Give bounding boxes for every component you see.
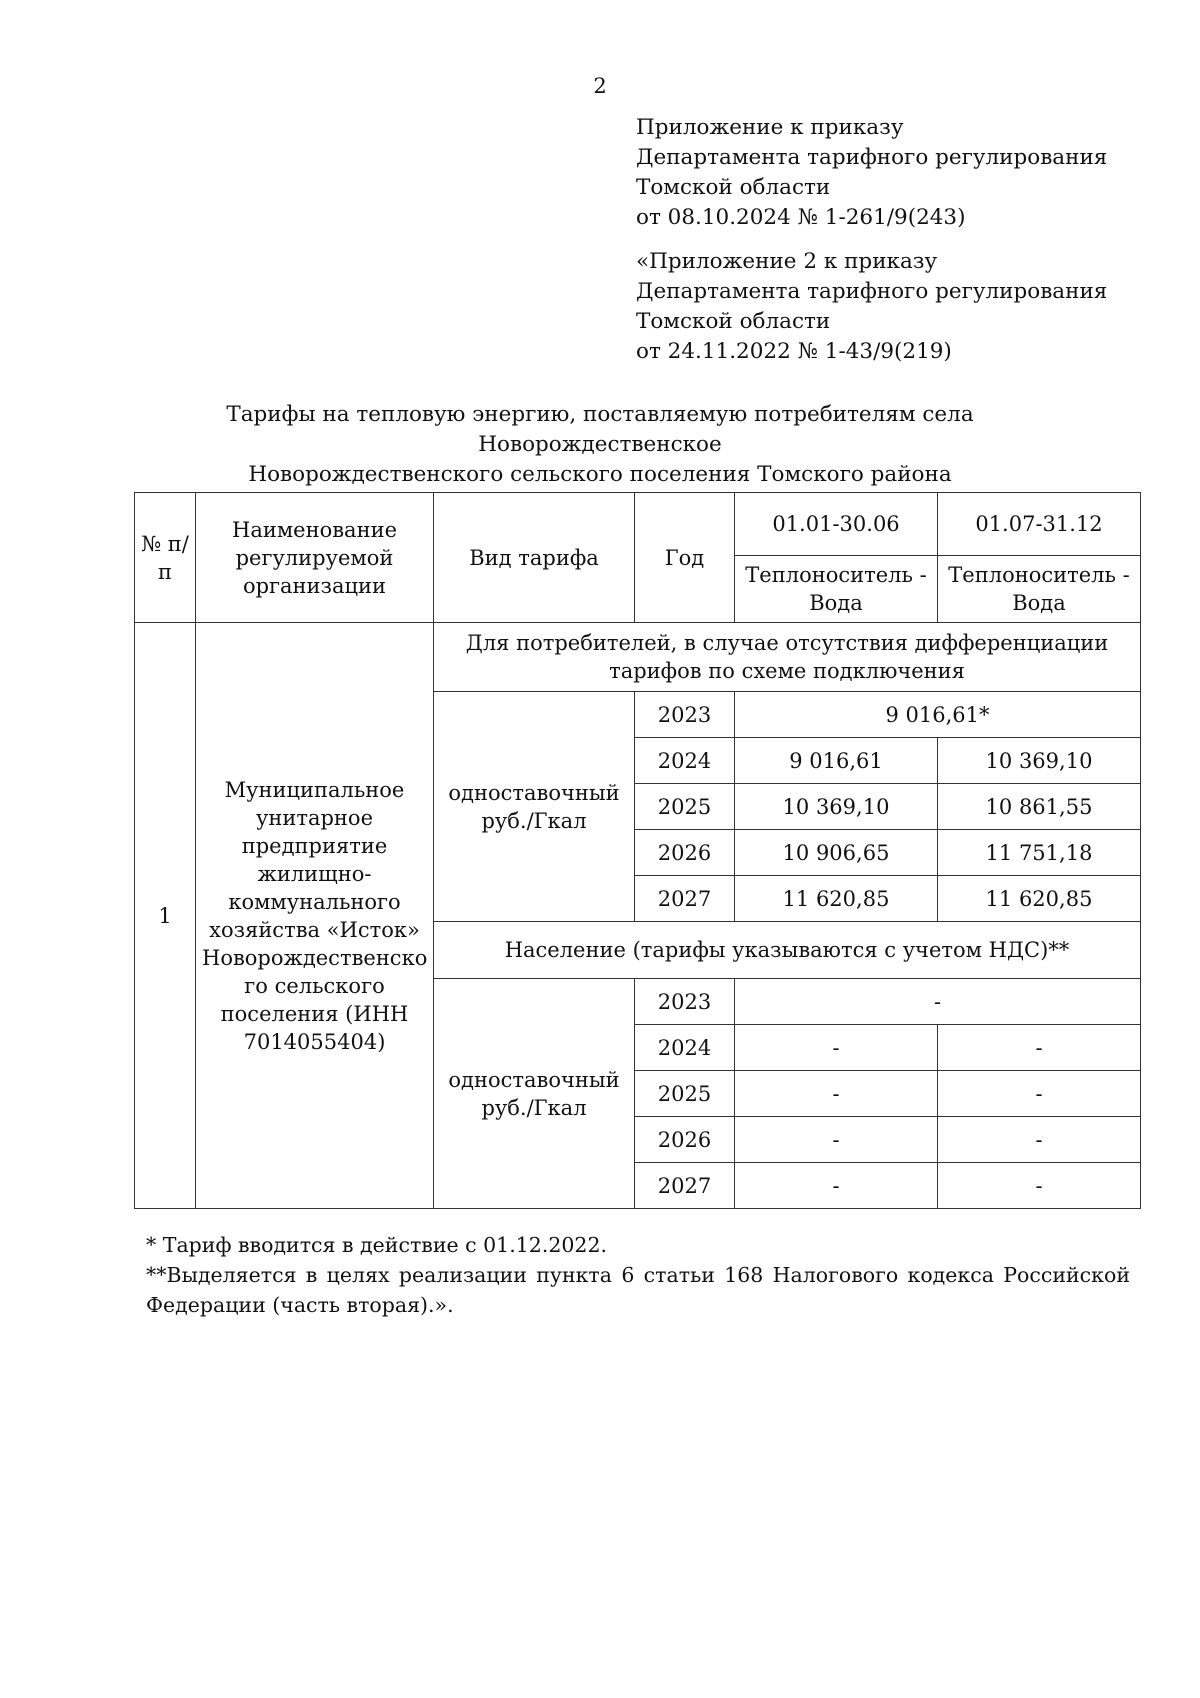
tariff-value-h2: - [938,1071,1141,1117]
table-header-row [135,493,1141,556]
tariff-value-h1: - [735,1071,938,1117]
tariff-value-h1: - [735,1163,938,1209]
footnotes [146,1230,1130,1320]
appendix-2-reference [636,247,1107,367]
year-cell: 2023 [635,979,735,1025]
appendix-line: Приложение к приказу [636,115,904,140]
tariff-value-h1: - [735,1117,938,1163]
tariff-value-h2: - [938,1163,1141,1209]
tariff-value-h1: - [735,1025,938,1071]
header-year: Год [635,493,735,623]
tariff-table [134,492,1141,1209]
year-cell: 2023 [635,692,735,738]
appendix-reference [636,113,1107,233]
header-organization: Наименование регулируемой организации [196,493,434,623]
section-heading: Население (тарифы указываются с учетом НДС)** [434,922,1141,979]
year-cell: 2025 [635,1071,735,1117]
year-cell: 2026 [635,1117,735,1163]
appendix-line: «Приложение 2 к приказу [636,249,938,274]
appendix-line: Томской области [636,175,831,200]
document-title [120,400,1080,490]
header-period-2: 01.07-31.12 [938,493,1141,556]
appendix-line: от 24.11.2022 № 1-43/9(219) [636,339,952,364]
row-number: 1 [135,623,196,1209]
year-cell: 2026 [635,830,735,876]
title-line: Новорождественского сельского поселения Томского района [248,462,952,487]
year-cell: 2025 [635,784,735,830]
footnote: **Выделяется в целях реализации пункта 6 статьи 168 Налогового кодекса Российской Федерации (часть вторая).». [146,1263,1130,1317]
section-heading-row [135,623,1141,692]
header-number: № п/п [135,493,196,623]
year-cell: 2024 [635,1025,735,1071]
tariff-value-h2: - [938,1025,1141,1071]
tariff-value-h1: 10 369,10 [735,784,938,830]
tariff-value-merged: 9 016,61* [735,692,1141,738]
tariff-value-h2: - [938,1117,1141,1163]
year-cell: 2024 [635,738,735,784]
header-carrier-2: Теплоноситель - Вода [938,556,1141,623]
tariff-value-h1: 9 016,61 [735,738,938,784]
organization-name: Муниципальное унитарное предприятие жилищно-коммунального хозяйства «Исток» Новорождественско го сельского поселения (ИНН 7014055404) [196,623,434,1209]
tariff-value-h2: 10 369,10 [938,738,1141,784]
tariff-type-cell: одноставочный руб./Гкал [434,979,635,1209]
page-number: 2 [593,74,607,98]
appendix-line: Департамента тарифного регулирования [636,145,1108,170]
tariff-type-cell: одноставочный руб./Гкал [434,692,635,922]
tariff-value-h2: 11 751,18 [938,830,1141,876]
header-period-1: 01.01-30.06 [735,493,938,556]
appendix-line: Томской области [636,309,831,334]
header-tariff-type: Вид тарифа [434,493,635,623]
tariff-value-h2: 11 620,85 [938,876,1141,922]
tariff-value-merged: - [735,979,1141,1025]
appendix-line: от 08.10.2024 № 1-261/9(243) [636,205,966,230]
tariff-value-h1: 10 906,65 [735,830,938,876]
footnote: * Тариф вводится в действие с 01.12.2022. [146,1233,608,1257]
title-line: Тарифы на тепловую энергию, поставляемую потребителям села Новорождественское [226,402,974,457]
tariff-value-h2: 10 861,55 [938,784,1141,830]
appendix-line: Департамента тарифного регулирования [636,279,1108,304]
year-cell: 2027 [635,876,735,922]
section-heading: Для потребителей, в случае отсутствия дифференциации тарифов по схеме подключения [434,623,1141,692]
year-cell: 2027 [635,1163,735,1209]
tariff-value-h1: 11 620,85 [735,876,938,922]
header-carrier-1: Теплоноситель - Вода [735,556,938,623]
